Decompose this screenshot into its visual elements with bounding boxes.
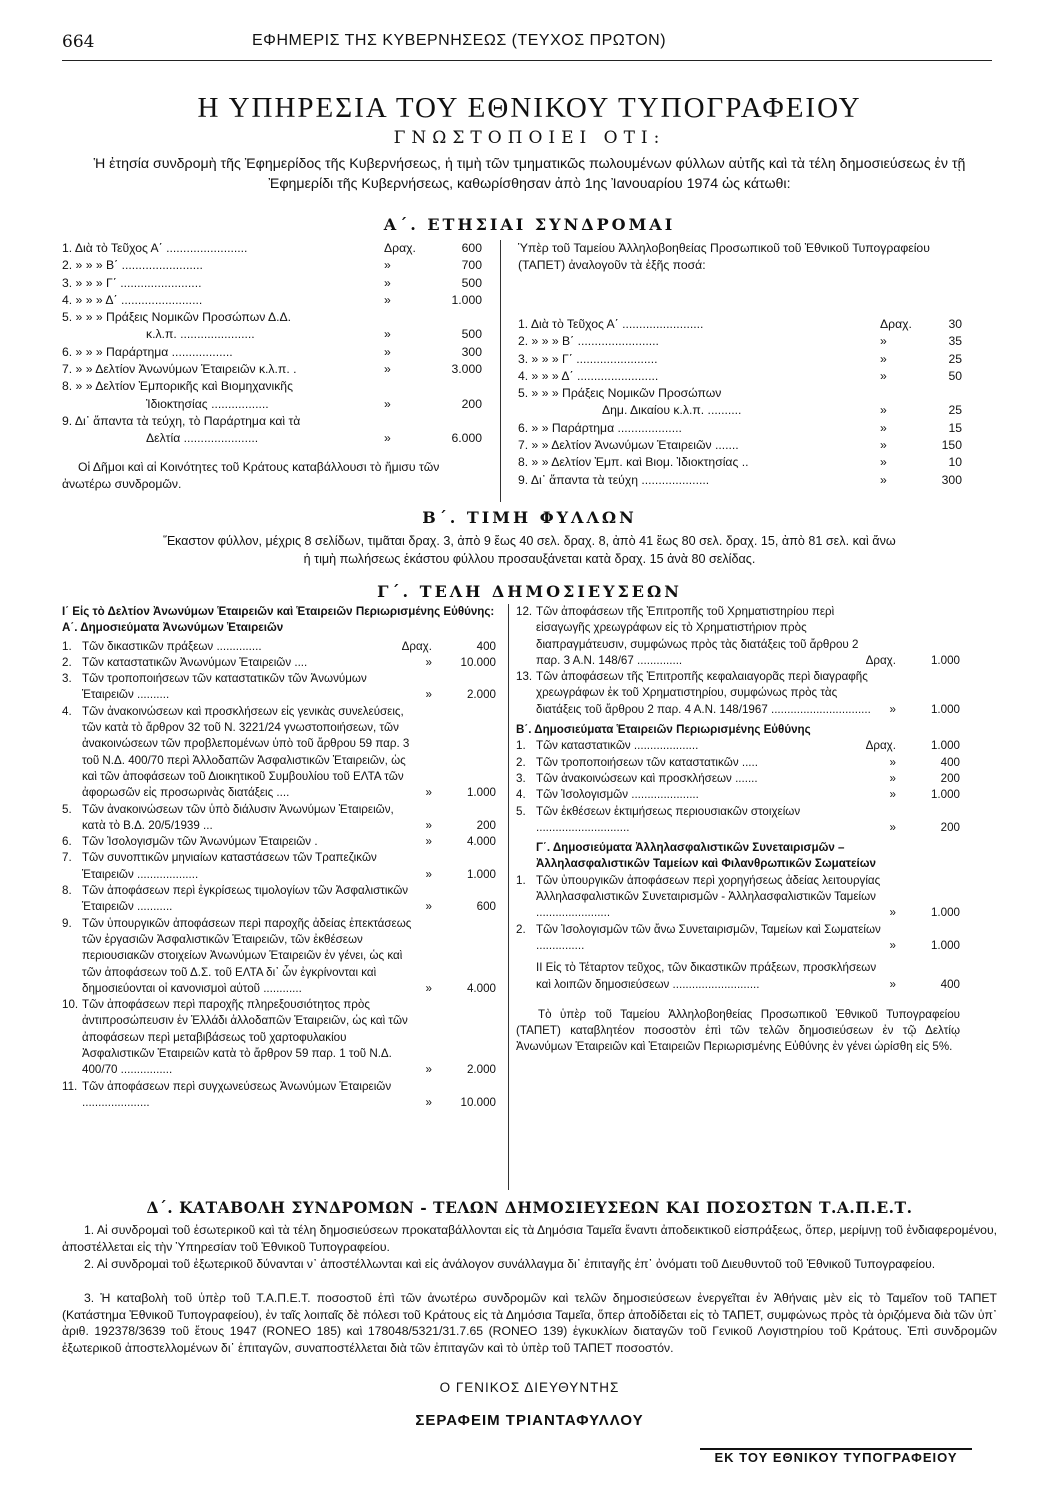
fee-currency: »: [880, 334, 887, 349]
fee-amount: 600: [476, 900, 496, 914]
fee-item-text: Τῶν ὑπουργικῶν ἀποφάσεων περὶ χορηγήσεως ἀδείας λειτουργίας Ἀλληλασφαλιστικῶν Συνεταιρισμῶν - Ἀλληλασφαλιστικῶν Ταμείων .......................: [536, 873, 881, 920]
section-c-title: Γ΄. ΤΕΛΗ ΔΗΜΟΣΙΕΥΣΕΩΝ: [377, 582, 682, 601]
fee-label: 9. Δι᾿ ἅπαντα τὰ τεύχη ....................: [518, 472, 710, 487]
fee-item: [516, 922, 960, 955]
fee-item-number: 5.: [62, 802, 72, 816]
fee-row: [62, 378, 482, 395]
section-d-paragraph-2: 2. Αἱ συνδρομαὶ τοῦ ἐξωτερικοῦ δύνανται ν᾿ ἀποστέλλωνται καὶ εἰς ἀνάλογον συνάλλαγμα δι᾿ ἐπιταγῆς ἐπ᾿ ὀνόματι τοῦ Διευθυντοῦ τοῦ Ἐθνικοῦ Τυπογραφείου.: [84, 1257, 936, 1271]
fee-amount: 3.000: [451, 362, 482, 377]
fee-item-number: 9.: [62, 916, 72, 930]
fee-currency: Δραχ.: [384, 241, 416, 255]
section-c-right-note: Τὸ ὑπὲρ τοῦ Ταμείου Ἀλληλοβοηθείας Προσωπικοῦ Ἐθνικοῦ Τυπογραφείου (ΤΑΠΕΤ) καταβλητέον ποσοστὸν ἐπὶ τῶν τελῶν δημοσιεύσεων ἐν τῷ Δελτίῳ Ἀνωνύμων Ἑταιρειῶν καὶ Ἑταιρειῶν Περιωρισμένης Εὐθύνης ἐν γένει ὡρίσθη εἰς 5%.: [516, 1007, 960, 1054]
fee-currency: »: [384, 292, 391, 307]
fee-row: [518, 351, 962, 368]
fee-amount: 25: [948, 403, 962, 418]
fee-currency: »: [384, 258, 391, 273]
fee-currency: »: [889, 906, 896, 920]
fee-item: [62, 834, 496, 850]
fee-row: [62, 309, 482, 326]
fee-item-number: 3.: [516, 771, 526, 785]
section-c-right-heading-b: Β΄. Δημοσιεύματα Ἑταιρειῶν Περιωρισμένης Εὐθύνης: [516, 723, 811, 737]
fee-amount: 400: [476, 639, 496, 653]
fee-amount: 1.000: [930, 938, 960, 952]
fee-label: Δελτία ......................: [146, 431, 259, 446]
section-c-right-heading-ii: ΙΙ Εἰς τὸ Τέταρτον τεῦχος, τῶν δικαστικῶν πράξεων, προσκλήσεων καὶ λοιπῶν δημοσιεύσεων ...........................: [536, 961, 877, 991]
fee-amount: 50: [948, 368, 962, 383]
fee-item: [62, 802, 496, 835]
fee-item-number: 10.: [62, 998, 79, 1012]
fee-currency: Δραχ.: [865, 653, 896, 667]
fee-item-number: 4.: [62, 704, 72, 718]
fee-amount: 2.000: [466, 688, 496, 702]
fee-currency: »: [880, 420, 887, 435]
section-c-right-heading-g: Γ΄. Δημοσιεύματα Ἀλληλασφαλιστικῶν Συνεταιρισμῶν – Ἀλληλασφαλιστικῶν Ταμείων καὶ Φιλανθρωπικῶν Σωματείων: [536, 841, 876, 871]
fee-currency: »: [425, 981, 432, 995]
fee-amount: 500: [461, 327, 482, 342]
fee-item: [62, 639, 496, 655]
fee-label: 9. Δι᾿ ἅπαντα τὰ τεύχη, τὸ Παράρτημα καὶ τὰ: [62, 413, 301, 428]
fee-label: 7. » » Δελτίον Ἀνωνύμων Ἑταιρειῶν κ.λ.π. .: [62, 362, 297, 377]
section-b-title: Β΄. ΤΙΜΗ ΦΥΛΛΩΝ: [422, 508, 637, 527]
fee-amount: 1.000: [466, 867, 496, 881]
fee-label: 6. » » Παράρτημα ...................: [518, 420, 682, 435]
fee-amount: 1.000: [930, 739, 960, 753]
fee-item-text: Τῶν Ἰσολογισμῶν τῶν ἄνω Συνεταιρισμῶν, Ταμείων καὶ Σωματείων ...............: [536, 922, 881, 952]
fee-currency: »: [889, 820, 896, 834]
fee-item-text: Τῶν τροποποιήσεων τῶν καταστατικῶν .....: [536, 755, 758, 769]
fee-currency: Δραχ.: [880, 317, 912, 331]
fee-currency: »: [425, 1095, 432, 1109]
fee-item: [62, 704, 496, 802]
fee-item-number: 6.: [62, 835, 72, 849]
fee-item: [516, 873, 960, 922]
fee-item-text: Τῶν ἀποφάσεων περὶ ἐγκρίσεως τιμολογίων τῶν Ἀσφαλιστικῶν Ἑταιρειῶν ...........: [82, 884, 409, 914]
fee-amount: 1.000: [930, 653, 960, 667]
fee-item-text: Τῶν καταστατικῶν ....................: [536, 739, 699, 753]
fee-row: [62, 292, 482, 309]
fee-label: 4. » » » Δ΄ ........................: [62, 292, 203, 307]
fee-currency: »: [425, 688, 432, 702]
fee-amount: 1.000: [466, 786, 496, 800]
fee-currency: »: [384, 396, 391, 411]
fee-item: [516, 755, 960, 771]
fee-row: [62, 344, 482, 361]
fee-row: [62, 396, 482, 413]
fee-currency: Δραχ.: [865, 739, 896, 753]
fee-row: [518, 316, 962, 333]
fee-item-text: Τῶν καταστατικῶν Ἀνωνύμων Ἑταιρειῶν ....: [82, 655, 308, 669]
section-d-paragraph-3: 3. Ἡ καταβολὴ τοῦ ὑπὲρ τοῦ Τ.Α.Π.Ε.Τ. ποσοστοῦ ἐπὶ τῶν ἀνωτέρω συνδρομῶν καὶ τελῶν δημοσιεύσεων ἐνεργεῖται ἐν Ἀθήναις μὲν εἰς τὸ Ταμεῖον τοῦ ΤΑΠΕΤ (Κατάστημα Ἐθνικοῦ Τυπογραφείου), ἐν ταῖς λοιπαῖς δὲ πόλεσι τοῦ Κράτους εἰς τὰ Δημόσια Ταμεῖα, ὅπερ ἀποδίδεται εἰς τὸ ΤΑΠΕΤ, συμφώνως πρὸς τὰ ὁριζόμενα διὰ τῶν ὑπ᾿ ἀριθ. 192378/3639 τοῦ ἔτους 1947 (RONEO 185) καὶ 178048/5321/31.7.65 (RONEO 139) ἐγκυκλίων διαταγῶν τοῦ Γενικοῦ Λογιστηρίου τοῦ Κράτους. Ἐπὶ συνδρομῶν ἐξωτερικοῦ ἀποστελλομένων δι᾿ ἐπιταγῶν, συναποστέλλεται διὰ τῶν ἐπιταγῶν καὶ τὸ ὑπὲρ τοῦ ΤΑΠΕΤ ποσοστόν.: [62, 1291, 997, 1355]
fee-row: [518, 402, 962, 419]
section-a-divider: [500, 240, 501, 502]
fee-label: 2. » » » Β΄ ........................: [62, 258, 203, 273]
fee-amount: 1.000: [930, 702, 960, 716]
fee-item-text: Τῶν ἐκθέσεων ἐκτιμήσεως περιουσιακῶν στοιχείων .............................: [536, 804, 801, 834]
fee-currency: »: [425, 867, 432, 881]
fee-currency: Δραχ.: [401, 639, 432, 653]
fee-amount: 30: [948, 317, 962, 331]
fee-item-text: Τῶν Ἰσολογισμῶν .....................: [536, 788, 699, 802]
fee-amount: 300: [461, 344, 482, 359]
fee-item-number: 1.: [62, 639, 72, 653]
fee-amount: 10.000: [460, 655, 496, 669]
printer-imprint: ΕΚ ΤΟΥ ΕΘΝΙΚΟΥ ΤΥΠΟΓΡΑΦΕΙΟΥ: [700, 1448, 972, 1470]
fee-label: 1. Διὰ τὸ Τεῦχος Α΄ ........................: [518, 317, 704, 331]
fee-item-number: 5.: [516, 804, 526, 818]
page-header: [62, 32, 992, 61]
fee-label: 3. » » » Γ΄ ........................: [62, 275, 202, 290]
section-c-right-item-ii: [516, 960, 960, 993]
fee-amount: 400: [940, 755, 960, 769]
fee-item-number: 1.: [516, 873, 526, 887]
section-c-divider: [508, 604, 509, 1190]
fee-item-text: Τῶν ἀποφάσεων περὶ συγχωνεύσεως Ἀνωνύμων Ἑταιρειῶν .....................: [82, 1079, 392, 1109]
fee-amount: 1.000: [930, 906, 960, 920]
fee-item: [62, 883, 496, 916]
fee-currency: »: [889, 788, 896, 802]
fee-amount: 700: [461, 258, 482, 273]
fee-label: 3. » » » Γ΄ ........................: [518, 351, 658, 366]
fee-currency: »: [880, 368, 887, 383]
fee-amount: 10: [948, 455, 962, 470]
fee-row: [62, 430, 482, 447]
fee-currency: »: [889, 771, 896, 785]
fee-row: [62, 275, 482, 292]
fee-label: κ.λ.π. ......................: [146, 327, 255, 342]
fee-currency: »: [425, 1063, 432, 1077]
fee-label: 8. » » Δελτίον Ἐμπ. καὶ Βιομ. Ἰδιοκτησίας ..: [518, 455, 749, 470]
main-title: Η ΥΠΗΡΕΣΙΑ ΤΟΥ ΕΘΝΙΚΟΥ ΤΥΠΟΓΡΑΦΕΙΟΥ: [197, 92, 862, 124]
fee-currency: »: [889, 702, 896, 716]
section-c-left-column: [62, 604, 496, 1111]
fee-item: [516, 771, 960, 787]
fee-row: [62, 257, 482, 274]
fee-row: [518, 333, 962, 350]
section-d-title: Δ΄. ΚΑΤΑΒΟΛΗ ΣΥΝΔΡΟΜΩΝ - ΤΕΛΩΝ ΔΗΜΟΣΙΕΥΣΕΩΝ ΚΑΙ ΠΟΣΟΣΤΩΝ Τ.Α.Π.Ε.Τ.: [146, 1198, 913, 1217]
section-b-text: [62, 532, 997, 568]
fee-item-number: 13.: [516, 670, 533, 684]
fee-amount: 600: [461, 241, 482, 255]
fee-amount: 15: [948, 420, 962, 435]
fee-amount: 4.000: [466, 835, 496, 849]
intro-paragraph: Ἡ ἐτησία συνδρομὴ τῆς Ἐφημερίδος τῆς Κυβερνήσεως, ἡ τιμὴ τῶν τμηματικῶς πωλουμένων φύλλων αὐτῆς καὶ τὰ τέλη δημοσιεύσεως ἐν τῇ Ἐφημερίδι τῆς Κυβερνήσεως, καθωρίσθησαν ἀπὸ 1ης Ἰανουαρίου 1974 ὡς κάτωθι:: [93, 156, 966, 192]
fee-amount: 400: [940, 977, 960, 991]
fee-item: [62, 671, 496, 704]
section-b-line-2: ἡ τιμὴ πωλήσεως ἑκάστου φύλλου προσαυξάνεται κατὰ δραχ. 15 ἀνὰ 80 σελίδας.: [303, 552, 756, 566]
fee-row: [518, 420, 962, 437]
fee-label: 1. Διὰ τὸ Τεῦχος Α΄ ........................: [62, 241, 248, 255]
fee-amount: 6.000: [451, 431, 482, 446]
fee-amount: 2.000: [466, 1063, 496, 1077]
fee-item-number: 2.: [62, 655, 72, 669]
fee-currency: »: [880, 472, 887, 487]
fee-row: [62, 240, 482, 257]
fee-item: [62, 997, 496, 1078]
fee-amount: 10.000: [460, 1095, 496, 1109]
fee-currency: »: [880, 438, 887, 453]
fee-row: [518, 472, 962, 489]
section-a-right-column: [518, 316, 962, 489]
fee-item: [516, 604, 960, 669]
fee-row: [518, 454, 962, 471]
fee-currency: »: [384, 275, 391, 290]
section-a-left-note: Οἱ Δῆμοι καὶ αἱ Κοινότητες τοῦ Κράτους καταβάλλουσι τὸ ἥμισυ τῶν ἀνωτέρω συνδρομῶν.: [62, 460, 440, 492]
fee-currency: »: [384, 362, 391, 377]
fee-item-text: Τῶν συνοπτικῶν μηνιαίων καταστάσεων τῶν Τραπεζικῶν Ἑταιρειῶν ...................: [82, 851, 377, 881]
fee-currency: »: [425, 835, 432, 849]
fee-amount: 1.000: [451, 292, 482, 307]
fee-item: [516, 669, 960, 718]
section-a-title: Α΄. ΕΤΗΣΙΑΙ ΣΥΝΔΡΟΜΑΙ: [383, 215, 676, 234]
section-a-right-intro: Ὑπὲρ τοῦ Ταμείου Ἀλληλοβοηθείας Προσωπικοῦ τοῦ Ἐθνικοῦ Τυπογραφείου (ΤΑΠΕΤ) ἀναλογοῦν τὰ ἑξῆς ποσά:: [518, 241, 930, 273]
fee-currency: »: [889, 938, 896, 952]
fee-currency: »: [880, 351, 887, 366]
fee-amount: 200: [476, 818, 496, 832]
fee-currency: »: [384, 327, 391, 342]
fee-item-text: Τῶν ἀποφάσεων τῆς Ἐπιτροπῆς τοῦ Χρηματιστηρίου περὶ εἰσαγωγῆς χρεωγράφων εἰς τὸ Χρηματιστήριον πρὸς διαπραγμάτευσιν, συμφώνως πρὸς τὰς διατάξεις τοῦ ἄρθρου 2 παρ. 3 Α.Ν. 148/67 ..............: [536, 605, 859, 667]
page-number: 664: [62, 32, 95, 52]
fee-item: [62, 916, 496, 997]
fee-amount: 200: [940, 820, 960, 834]
fee-currency: »: [425, 655, 432, 669]
fee-label: 2. » » » Β΄ ........................: [518, 334, 659, 349]
fee-label: 8. » » Δελτίον Ἐμπορικῆς καὶ Βιομηχανικῆς: [62, 379, 293, 394]
fee-item-text: Τῶν ἀνακοινώσεων τῶν ὑπὸ διάλυσιν Ἀνωνύμων Ἑταιρειῶν, κατὰ τὸ Β.Δ. 20/5/1939 ...: [82, 802, 394, 832]
fee-label: 7. » » Δελτίον Ἀνωνύμων Ἑταιρειῶν .......: [518, 438, 739, 453]
fee-currency: »: [889, 755, 896, 769]
subtitle: ΓΝΩΣΤΟΠΟΙΕΙ ΟΤΙ:: [393, 128, 666, 148]
fee-row: [62, 361, 482, 378]
fee-amount: 150: [941, 438, 962, 453]
fee-amount: 300: [941, 472, 962, 487]
fee-currency: »: [425, 818, 432, 832]
fee-item-text: Τῶν ἀποφάσεων τῆς Ἐπιτροπῆς κεφαλαιαγορᾶς περὶ διαγραφῆς χρεωγράφων ἐκ τοῦ Χρηματιστηρίου, συμφώνως πρὸς τὰς διατάξεις τοῦ ἄρθρου 2 παρ. 4 Α.Ν. 148/1967 ...............................: [536, 670, 871, 716]
fee-item: [62, 850, 496, 883]
fee-row: [518, 437, 962, 454]
fee-amount: 4.000: [466, 981, 496, 995]
fee-item-text: Τῶν ἀνακοινώσεων καὶ προσκλήσεων εἰς γενικὰς συνελεύσεις, τῶν κατὰ τὸ ἄρθρον 32 τοῦ Ν. 3221/24 γνωστοποιήσεων, τῶν ἀνακοινώσεων τῶν προβλεπομένων ὑπὸ τοῦ ἄρθρου 59 παρ. 3 τοῦ Ν.Δ. 400/70 περὶ Ἀλλοδαπῶν Ἀσφαλιστικῶν Ἑταιρειῶν, ὡς καὶ τῶν ἀποφάσεων τοῦ Διοικητικοῦ Συμβουλίου τοῦ ΕΛΤΑ τῶν ἀφορωσῶν εἰς προσωρινὰς διατάξεις ....: [82, 704, 410, 800]
section-b-line-1: Ἕκαστον φύλλον, μέχρις 8 σελίδων, τιμᾶται δραχ. 3, ἀπὸ 9 ἕως 40 σελ. δραχ. 8, ἀπὸ 41 ἕως 80 σελ. δραχ. 15, ἀπὸ 81 σελ. καὶ ἄνω: [163, 534, 896, 548]
fee-item-number: 3.: [62, 672, 72, 686]
fee-currency: »: [880, 455, 887, 470]
fee-amount: 35: [948, 334, 962, 349]
section-c-left-heading-2: Α΄. Δημοσιεύματα Ἀνωνύμων Ἑταιρειῶν: [62, 621, 284, 635]
fee-item-text: Τῶν δικαστικῶν πράξεων ..............: [82, 639, 262, 653]
fee-item-text: Τῶν Ἰσολογισμῶν τῶν Ἀνωνύμων Ἑταιρειῶν .: [82, 835, 318, 849]
fee-item-number: 4.: [516, 788, 526, 802]
fee-label: 6. » » » Παράρτημα ..................: [62, 344, 233, 359]
fee-item: [62, 655, 496, 671]
fee-label: 5. » » » Πράξεις Νομικῶν Προσώπων Δ.Δ.: [62, 310, 292, 325]
fee-currency: »: [425, 900, 432, 914]
fee-label: Δημ. Δικαίου κ.λ.π. ..........: [602, 403, 742, 418]
fee-item: [516, 787, 960, 803]
fee-currency: »: [889, 977, 896, 991]
fee-item-number: 2.: [516, 922, 526, 936]
fee-label: Ἰδιοκτησίας .................: [146, 396, 269, 411]
fee-item-number: 12.: [516, 605, 533, 618]
fee-item-text: Τῶν τροποποιήσεων τῶν καταστατικῶν τῶν Ἀνωνύμων Ἑταιρειῶν ..........: [82, 672, 367, 702]
fee-item-number: 8.: [62, 884, 72, 898]
fee-amount: 25: [948, 351, 962, 366]
fee-currency: »: [880, 403, 887, 418]
fee-currency: »: [384, 431, 391, 446]
fee-item: [516, 804, 960, 837]
fee-item-text: Τῶν ἀποφάσεων περὶ παροχῆς πληρεξουσιότητος πρὸς ἀντιπροσώπευσιν ἐν Ἑλλάδι ἀλλοδαπῶν Ἑταιρειῶν, ὡς καὶ τῶν ἀποφάσεων περὶ μεταβιβάσεως τοῦ χαρτοφυλακίου Ἀσφαλιστικῶν Ἑταιρειῶν κατὰ τὸ ἄρθρον 59 παρ. 1 τοῦ Ν.Δ. 400/70 ................: [82, 998, 408, 1077]
fee-item: [516, 738, 960, 754]
director-signature: ΣΕΡΑΦΕΙΜ ΤΡΙΑΝΤΑΦΥΛΛΟΥ: [415, 1412, 644, 1429]
fee-currency: »: [384, 344, 391, 359]
section-a-left-column: [62, 240, 482, 448]
fee-item-number: 11.: [62, 1079, 78, 1093]
fee-item: [62, 1079, 496, 1112]
section-c-right-column: [516, 604, 960, 1056]
director-title: Ο ΓΕΝΙΚΟΣ ΔΙΕΥΘΥΝΤΗΣ: [439, 1380, 620, 1395]
section-d-paragraph-1: 1. Αἱ συνδρομαὶ τοῦ ἐσωτερικοῦ καὶ τὰ τέλη δημοσιεύσεων προκαταβάλλονται εἰς τὰ Δημόσια Ταμεῖα ἔναντι ἀποδεικτικοῦ εἰσπράξεως, ὅπερ, μερίμνῃ τοῦ ἐνδιαφερομένου, ἀποστέλλεται εἰς τὴν Ὑπηρεσίαν τοῦ Ἐθνικοῦ Τυπογραφείου.: [62, 1223, 997, 1254]
fee-item-number: 1.: [516, 739, 526, 753]
fee-amount: 200: [940, 771, 960, 785]
fee-row: [62, 326, 482, 343]
fee-amount: 500: [461, 275, 482, 290]
fee-item-number: 2.: [516, 755, 526, 769]
fee-label: 5. » » » Πράξεις Νομικῶν Προσώπων: [518, 386, 722, 401]
fee-row: [62, 413, 482, 430]
fee-amount: 200: [461, 396, 482, 411]
gazette-title: ΕΦΗΜΕΡΙΣ ΤΗΣ ΚΥΒΕΡΝΗΣΕΩΣ (ΤΕΥΧΟΣ ΠΡΩΤΟΝ): [252, 32, 667, 49]
fee-currency: »: [425, 786, 432, 800]
fee-amount: 1.000: [930, 788, 960, 802]
fee-row: [518, 385, 962, 402]
fee-item-text: Τῶν ἀνακοινώσεων καὶ προσκλήσεων .......: [536, 771, 758, 785]
fee-item-number: 7.: [62, 851, 72, 865]
fee-item-text: Τῶν ὑπουργικῶν ἀποφάσεων περὶ παροχῆς ἀδείας ἐπεκτάσεως τῶν ἐργασιῶν Ἀσφαλιστικῶν Ἑταιρειῶν, τῶν ἐκθέσεων περιουσιακῶν στοιχείων Ἀνωνύμων Ἑταιρειῶν ἐν γένει, ὡς καὶ τῶν ἀποφάσεων τοῦ Δ.Σ. τοῦ ΕΛΤΑ δι᾿ ὧν ἐγκρίνονται καὶ δημοσιεύονται οἱ κανονισμοὶ αὐτοῦ ............: [82, 916, 412, 995]
fee-row: [518, 368, 962, 385]
section-c-left-heading-1: Ι΄ Εἰς τὸ Δελτίον Ἀνωνύμων Ἑταιρειῶν καὶ Ἑταιρειῶν Περιωρισμένης Εὐθύνης:: [62, 605, 495, 618]
fee-label: 4. » » » Δ΄ ........................: [518, 368, 659, 383]
